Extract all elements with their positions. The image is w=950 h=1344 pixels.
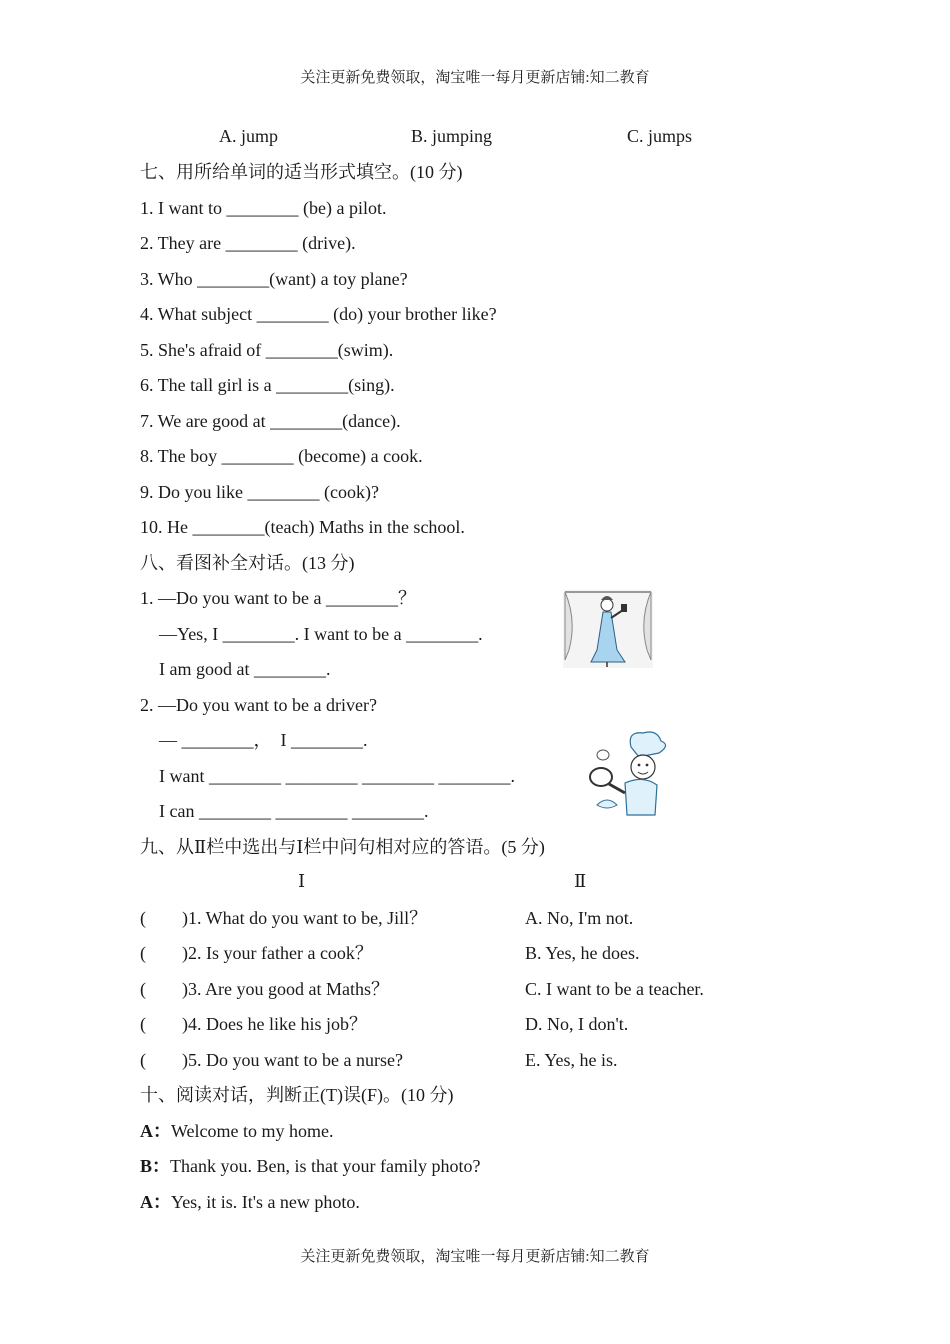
option-a: A. jump [219,126,279,146]
sec8-line: 2. —Do you want to be a driver? [140,695,377,715]
sec7-item: 10. He ________(teach) Maths in the school. [140,517,465,537]
sec8-line: I can ________ ________ ________. [159,801,429,821]
sec9-answer: D. No, I don't. [525,1014,629,1034]
section-7-title: 七、用所给单词的适当形式填空。(10 分) [140,162,463,182]
sec9-answer: E. Yes, he is. [525,1050,618,1070]
dialogue-line [140,1191,360,1213]
sec7-item: 7. We are good at ________(dance). [140,411,401,431]
sec7-item: 9. Do you like ________ (cook)? [140,482,379,502]
sec9-answer: C. I want to be a teacher. [525,979,704,999]
sec7-item: 1. I want to ________ (be) a pilot. [140,198,387,218]
column-2-heading: Ⅱ [574,871,587,891]
sec8-line: — ________， I ________. [159,730,368,750]
sec7-item: 3. Who ________(want) a toy plane? [140,269,408,289]
section-10-title: 十、阅读对话，判断正(T)误(F)。(10 分) [140,1085,454,1105]
speaker-label: B： [140,1156,171,1176]
sec9-question: ( )1. What do you want to be, Jill？ [140,908,428,928]
sec7-item: 6. The tall girl is a ________(sing). [140,375,395,395]
sec8-line: 1. —Do you want to be a ________？ [140,588,416,608]
sec7-item: 4. What subject ________ (do) your brother like? [140,304,497,324]
sec9-answer: A. No, I'm not. [525,908,634,928]
sec7-item: 2. They are ________ (drive). [140,233,356,253]
sec9-answer: B. Yes, he does. [525,943,640,963]
speaker-label: A： [140,1121,171,1141]
option-c: C. jumps [627,126,693,146]
dialogue-text: Welcome to my home. [171,1121,334,1141]
sec8-line: —Yes, I ________. I want to be a ________. [159,624,483,644]
sec8-line: I want ________ ________ ________ ________. [159,766,515,786]
option-b: B. jumping [411,126,493,146]
dialogue-text: Yes, it is. It's a new photo. [171,1192,360,1212]
sec7-item: 8. The boy ________ (become) a cook. [140,446,423,466]
dialogue-line [140,1120,334,1142]
sec9-question: ( )4. Does he like his job？ [140,1014,367,1034]
section-8-title: 八、看图补全对话。(13 分) [140,553,355,573]
dialogue-text: Thank you. Ben, is that your family photo? [170,1156,481,1176]
dialogue-line [140,1155,480,1177]
sec9-question: ( )5. Do you want to be a nurse? [140,1050,403,1070]
page-header: 关注更新免费领取，淘宝唯一每月更新店铺:知二教育 [300,70,650,86]
sec9-question: ( )2. Is your father a cook？ [140,943,373,963]
section-9-title: 九、从Ⅱ栏中选出与Ⅰ栏中问句相对应的答语。(5 分) [140,837,545,857]
sec7-item: 5. She's afraid of ________(swim). [140,340,394,360]
column-1-heading: Ⅰ [298,871,306,891]
sec8-line: I am good at ________. [159,659,331,679]
singer-illustration [563,590,653,668]
sec9-question: ( )3. Are you good at Maths？ [140,979,389,999]
chef-illustration [587,729,671,819]
speaker-label: A： [140,1192,171,1212]
page-footer: 关注更新免费领取，淘宝唯一每月更新店铺:知二教育 [300,1249,650,1265]
